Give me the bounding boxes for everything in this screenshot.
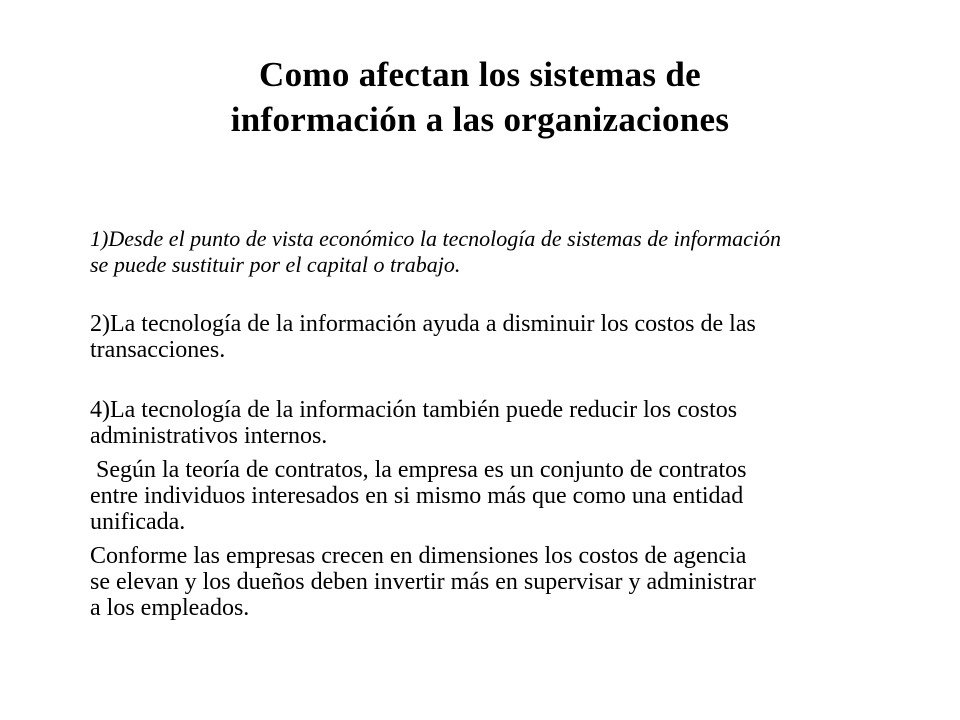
paragraph-1 bbox=[90, 226, 910, 278]
slide-body bbox=[90, 226, 910, 621]
paragraph-4-line-1: Según la teoría de contratos, la empresa es un conjunto de contratos bbox=[90, 457, 747, 483]
paragraph-5-line-3: a los empleados. bbox=[90, 595, 250, 621]
paragraph-5-line-2: se elevan y los dueños deben invertir más en supervisar y administrar bbox=[90, 569, 756, 595]
paragraph-3-line-2: administrativos internos. bbox=[90, 423, 328, 449]
paragraph-2 bbox=[90, 311, 910, 363]
paragraph-1-line-1: 1)Desde el punto de vista económico la tecnología de sistemas de información bbox=[90, 226, 782, 251]
paragraph-3-line-1: 4)La tecnología de la información también puede reducir los costos bbox=[90, 397, 738, 423]
paragraph-1-line-2: se puede sustituir por el capital o trabajo. bbox=[90, 252, 461, 277]
title-line-2: información a las organizaciones bbox=[230, 100, 730, 139]
slide-title bbox=[120, 52, 840, 142]
title-line-1: Como afectan los sistemas de bbox=[259, 55, 701, 94]
paragraph-2-line-2: transacciones. bbox=[90, 337, 226, 363]
paragraph-5 bbox=[90, 543, 910, 621]
paragraph-3 bbox=[90, 397, 910, 449]
paragraph-5-line-1: Conforme las empresas crecen en dimensiones los costos de agencia bbox=[90, 543, 747, 569]
paragraph-2-line-1: 2)La tecnología de la información ayuda a disminuir los costos de las bbox=[90, 311, 756, 337]
paragraph-4-line-2: entre individuos interesados en si mismo más que como una entidad bbox=[90, 483, 744, 509]
paragraph-4 bbox=[90, 457, 910, 535]
paragraph-4-line-3: unificada. bbox=[90, 509, 186, 535]
